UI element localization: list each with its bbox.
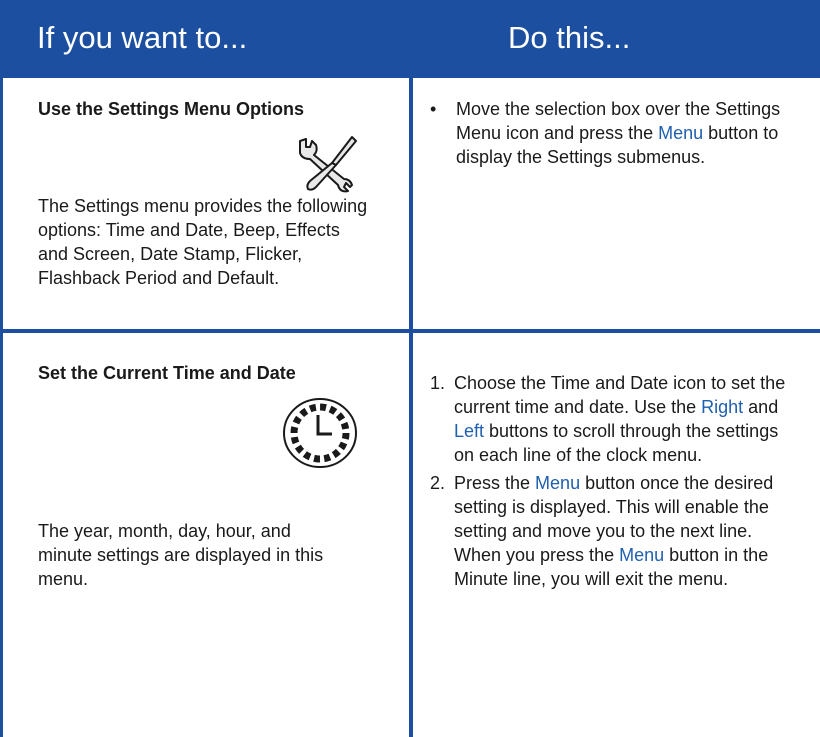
row-description-time-date: The year, month, day, hour, and minute settings are displayed in this menu. [38, 521, 324, 589]
table-left-border [0, 78, 3, 737]
step-text: buttons to scroll through the settings on each line of the clock menu. [454, 421, 779, 465]
row-title-time-date: Set the Current Time and Date [38, 363, 296, 383]
step-text: button once the desired setting is displayed. This will enable the setting and move you to the next line. When you press the [454, 473, 774, 565]
clock-icon [282, 397, 358, 469]
instructions-settings [426, 97, 786, 169]
column-divider [409, 78, 413, 737]
menu-button-label: Menu [535, 473, 581, 493]
header-if-you-want-to: If you want to... [37, 20, 248, 55]
menu-button-label: Menu [658, 123, 704, 143]
right-button-label: Right [701, 397, 744, 417]
instruction-text: Move the selection box over the Settings Menu icon and press the [456, 99, 781, 143]
step-text: and [743, 397, 779, 417]
list-item [430, 471, 790, 591]
instruction-text: button to display the Settings submenus. [456, 123, 779, 167]
row-divider [0, 329, 820, 333]
row-description-settings: The Settings menu provides the following options: Time and Date, Beep, Effects and Screen, Date Stamp, Flicker, Flashback Period and Default. [38, 196, 368, 288]
step-number: 1. [430, 373, 446, 393]
list-item [426, 97, 786, 169]
step-text: Choose the Time and Date icon to set the current time and date. Use the [454, 373, 786, 417]
step-number: 2. [430, 473, 446, 493]
wrench-screwdriver-icon [294, 135, 358, 193]
step-text: Press the [454, 473, 536, 493]
instructions-time-date [430, 371, 790, 595]
header-do-this: Do this... [508, 20, 631, 55]
left-button-label: Left [454, 421, 485, 441]
list-item [430, 371, 790, 467]
row-title-settings: Use the Settings Menu Options [38, 99, 305, 119]
bullet-mark: • [430, 99, 437, 119]
menu-button-label: Menu [619, 545, 665, 565]
step-text: button in the Minute line, you will exit the menu. [454, 545, 769, 589]
table-header [0, 0, 820, 78]
